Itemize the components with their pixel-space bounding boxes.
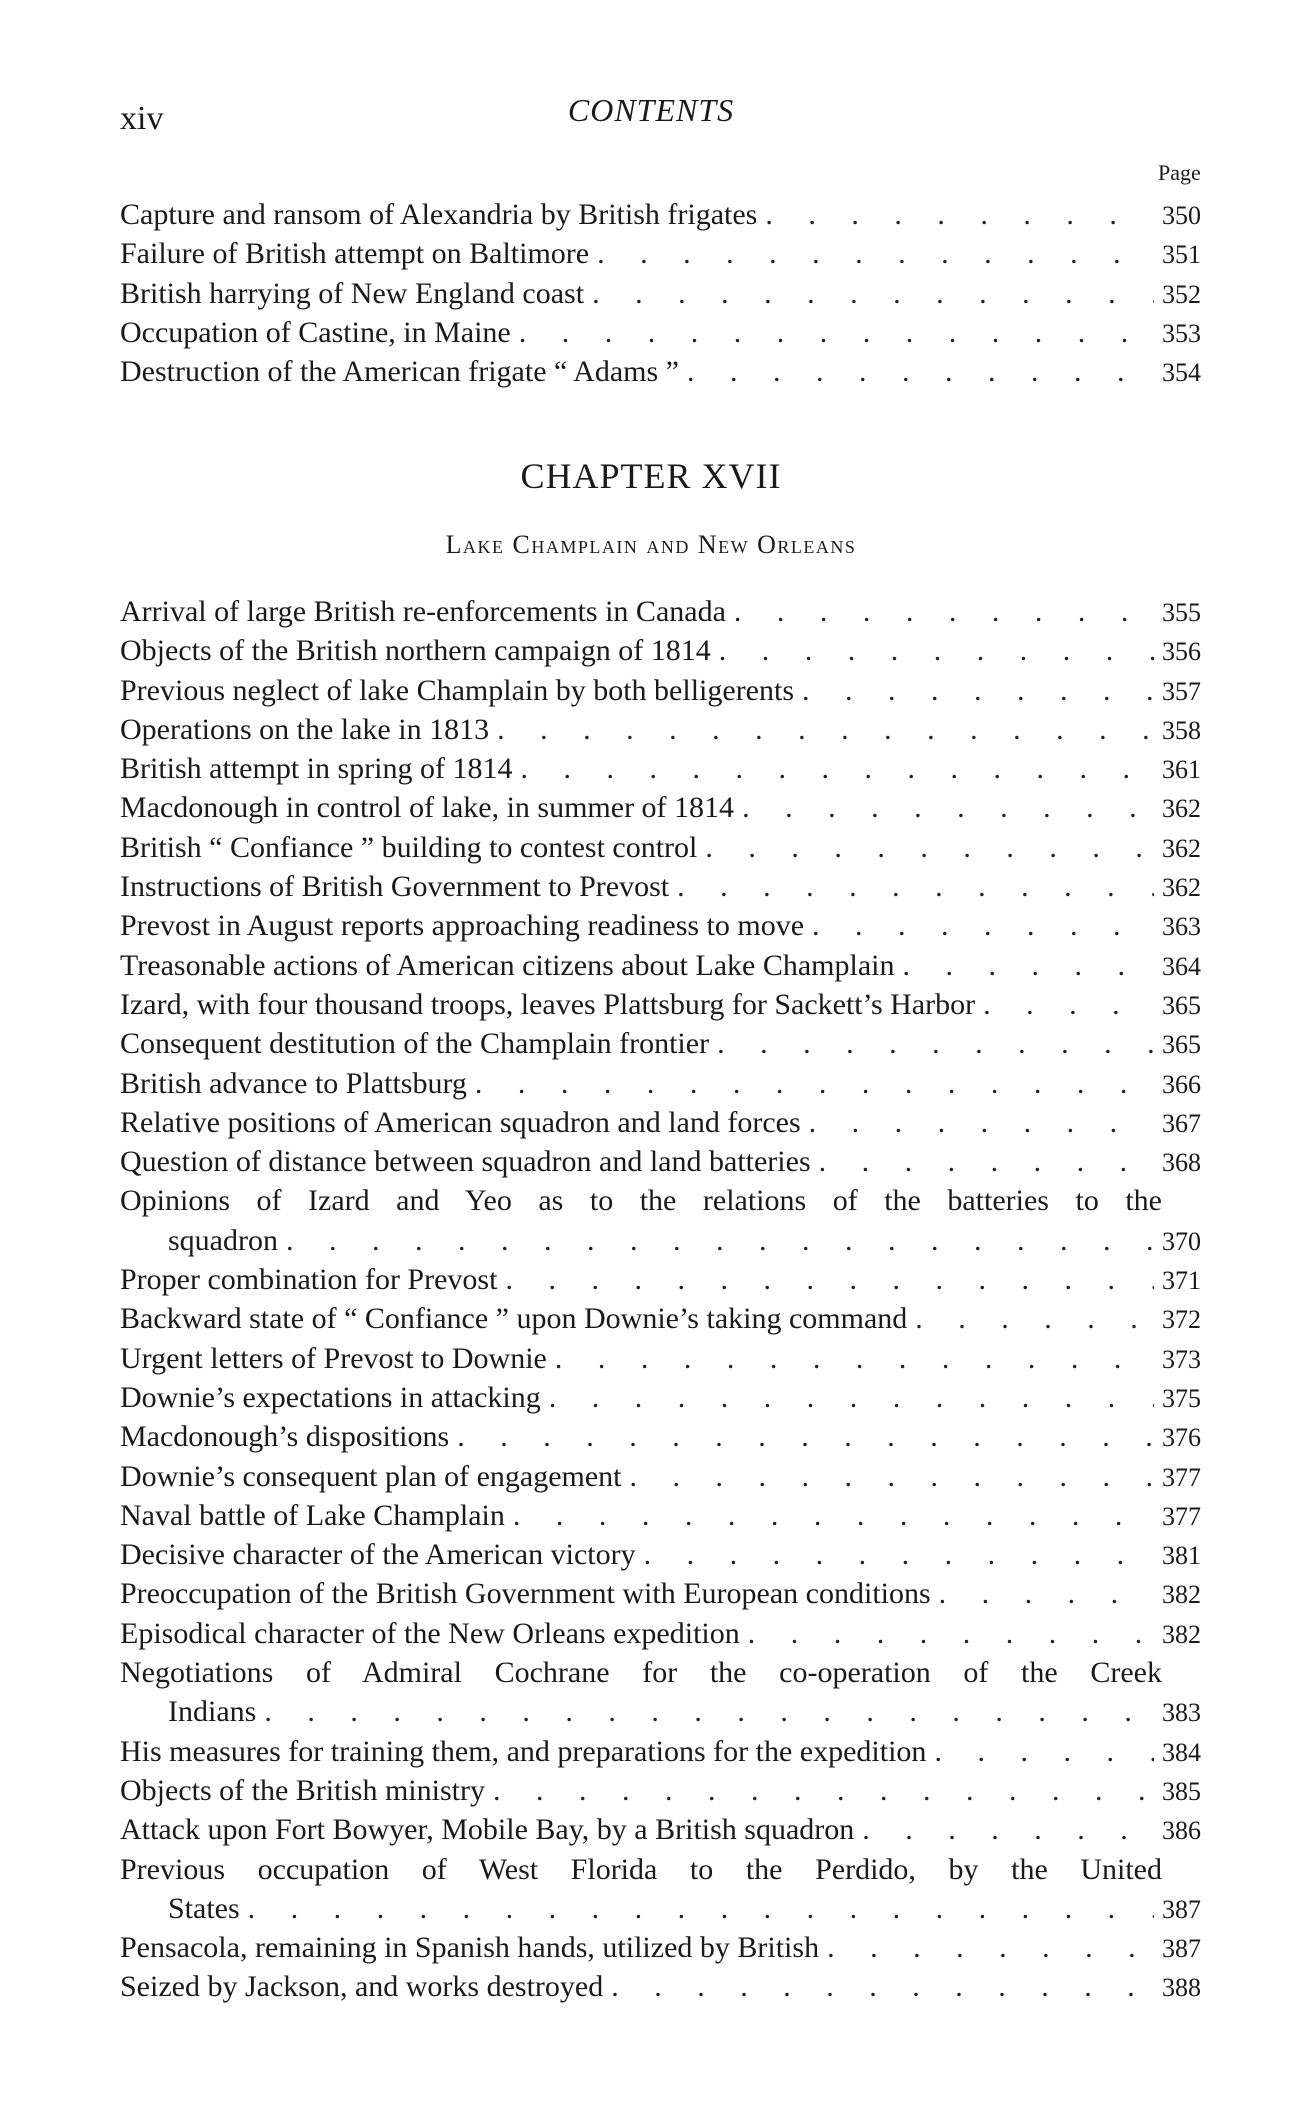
toc-entry (120, 1457, 1218, 1496)
dot-leader (520, 749, 1154, 788)
entry-title: Macdonough’s dispositions (120, 1420, 450, 1454)
toc-entry (120, 631, 1218, 670)
entry-title: Previous neglect of lake Champlain by both belligerents (120, 673, 795, 707)
entry-title: Opinions of Izard and Yeo as to the relations of the batteries to the (120, 1184, 1162, 1218)
entry-title-continuation: States (168, 1891, 240, 1925)
page-number: 387 (1162, 1934, 1201, 1964)
toc-entry (120, 828, 1218, 867)
entry-title: Instructions of British Government to Prevost (120, 870, 670, 904)
dot-leader (719, 631, 1154, 670)
entry-row (120, 749, 1218, 788)
entry-title: British “ Confiance ” building to contest control (120, 830, 698, 864)
toc-entry (120, 1732, 1218, 1771)
dot-leader (248, 1889, 1154, 1928)
entry-title: Question of distance between squadron and land batteries (120, 1145, 811, 1179)
dot-leader (264, 1692, 1154, 1731)
toc-entry (120, 592, 1218, 631)
entry-title: Occupation of Castine, in Maine (120, 315, 511, 349)
entry-row (120, 195, 1218, 234)
entry-row (120, 234, 1218, 273)
toc-entry (120, 1260, 1218, 1299)
toc-entry (120, 1653, 1218, 1732)
toc-entry (120, 1142, 1218, 1181)
entry-title: Downie’s expectations in attacking (120, 1380, 541, 1414)
entry-row (120, 1103, 1218, 1142)
chapter-subtitle: Lake Champlain and New Orleans (445, 530, 857, 559)
toc-entry (120, 352, 1218, 391)
page-number: 357 (1162, 676, 1201, 706)
contents-list-section1 (120, 195, 1218, 391)
page-number: 377 (1162, 1462, 1201, 1492)
dot-leader (939, 1574, 1154, 1613)
entry-row (120, 1339, 1218, 1378)
entry-title: Macdonough in control of lake, in summer of 1814 (120, 791, 735, 825)
dot-leader (687, 352, 1154, 391)
entry-title: Objects of the British ministry (120, 1773, 485, 1807)
page-number: 356 (1162, 637, 1201, 667)
dot-leader (555, 1339, 1154, 1378)
entry-title: Prevost in August reports approaching readiness to move (120, 909, 805, 943)
running-title: CONTENTS (567, 92, 735, 128)
dot-leader (934, 1732, 1154, 1771)
entry-title: Objects of the British northern campaign of 1814 (120, 634, 711, 668)
entry-title: Relative positions of American squadron and land forces (120, 1105, 801, 1139)
page-number: 361 (1162, 755, 1201, 785)
entry-row (120, 1810, 1218, 1849)
toc-entry (120, 1810, 1218, 1849)
entry-title: Seized by Jackson, and works destroyed (120, 1970, 604, 2004)
toc-entry (120, 195, 1218, 234)
toc-entry (120, 946, 1218, 985)
entry-row (120, 1771, 1218, 1810)
entry-row (120, 1024, 1218, 1063)
dot-leader (862, 1810, 1154, 1849)
page-column-label: Page (1158, 160, 1201, 185)
entry-row (120, 1574, 1218, 1613)
contents-list-section2 (120, 592, 1218, 2007)
page-number: 355 (1162, 598, 1201, 627)
entry-title: Preoccupation of the British Government with European conditions (120, 1577, 931, 1611)
entry-row (120, 1928, 1218, 1967)
entry-title: Negotiations of Admiral Cochrane for the co-operation of the Creek (120, 1656, 1162, 1690)
dot-leader (717, 1024, 1154, 1063)
dot-leader (549, 1378, 1154, 1417)
entry-title: Treasonable actions of American citizens about Lake Champlain (120, 948, 895, 982)
page-number: 363 (1162, 912, 1201, 942)
dot-leader (592, 274, 1154, 313)
toc-entry (120, 1181, 1218, 1260)
entry-title: Capture and ransom of Alexandria by British frigates (120, 198, 758, 231)
dot-leader (611, 1967, 1154, 2006)
entry-title: Previous occupation of West Florida to the Perdido, by the United (120, 1852, 1162, 1886)
page-number: 386 (1162, 1816, 1201, 1846)
dot-leader (734, 592, 1154, 631)
toc-entry (120, 1496, 1218, 1535)
page-number: 352 (1162, 279, 1201, 309)
dot-leader (812, 906, 1154, 945)
entry-row (120, 985, 1218, 1024)
page-number: 351 (1162, 240, 1201, 270)
page-number: 375 (1162, 1383, 1201, 1413)
dot-leader (493, 1771, 1154, 1810)
dot-leader (457, 1417, 1154, 1456)
dot-leader (677, 867, 1154, 906)
page-number: 387 (1162, 1894, 1201, 1924)
toc-entry (120, 1614, 1218, 1653)
dot-leader (802, 671, 1154, 710)
dot-leader (915, 1299, 1154, 1338)
entry-continuation-row (120, 1221, 1218, 1260)
toc-entry (120, 1103, 1218, 1142)
toc-entry (120, 234, 1218, 273)
entry-row (120, 906, 1218, 945)
entry-continuation-row (120, 1889, 1218, 1928)
entry-row (120, 1614, 1218, 1653)
page-number: 383 (1162, 1698, 1201, 1728)
page-number: 365 (1162, 990, 1201, 1020)
entry-row (120, 1496, 1218, 1535)
page-number: 388 (1162, 1973, 1201, 2003)
page-number: 353 (1162, 318, 1201, 348)
page-number: 367 (1162, 1108, 1201, 1138)
dot-leader (597, 234, 1154, 273)
dot-leader (742, 788, 1154, 827)
entry-row (120, 828, 1218, 867)
entry-row (120, 1378, 1218, 1417)
entry-row (120, 710, 1218, 749)
dot-leader (705, 828, 1154, 867)
page-number: 350 (1162, 201, 1201, 230)
toc-entry (120, 906, 1218, 945)
entry-row (120, 1142, 1218, 1181)
dot-leader (827, 1928, 1154, 1967)
entry-title: Urgent letters of Prevost to Downie (120, 1341, 547, 1375)
dot-leader (505, 1260, 1154, 1299)
page-number: 368 (1162, 1148, 1201, 1178)
entry-title: Downie’s consequent plan of engagement (120, 1459, 622, 1493)
entry-row (120, 313, 1218, 352)
dot-leader (809, 1103, 1154, 1142)
dot-leader (475, 1064, 1154, 1103)
page-number: 364 (1162, 951, 1201, 981)
toc-entry (120, 867, 1218, 906)
toc-entry (120, 1574, 1218, 1613)
entry-title: His measures for training them, and preparations for the expedition (120, 1734, 927, 1768)
entry-row (120, 867, 1218, 906)
page-number: 365 (1162, 1030, 1201, 1060)
toc-entry (120, 1024, 1218, 1063)
entry-title: Pensacola, remaining in Spanish hands, utilized by British (120, 1931, 820, 1965)
dot-leader (903, 946, 1155, 985)
page-number: 362 (1162, 873, 1201, 903)
toc-entry (120, 1417, 1218, 1456)
toc-entry (120, 1771, 1218, 1810)
page-number: 385 (1162, 1776, 1201, 1806)
entry-row (120, 671, 1218, 710)
entry-title: Consequent destitution of the Champlain frontier (120, 1027, 710, 1061)
toc-entry (120, 671, 1218, 710)
page-folio: xiv (120, 100, 164, 137)
toc-entry (120, 710, 1218, 749)
entry-row (120, 1732, 1218, 1771)
page-number: 382 (1162, 1580, 1201, 1610)
page-number: 358 (1162, 715, 1201, 745)
entry-row (120, 1064, 1218, 1103)
entry-row (120, 1535, 1218, 1574)
toc-entry (120, 1850, 1218, 1929)
page-number: 381 (1162, 1541, 1201, 1571)
entry-title-continuation: squadron (168, 1223, 278, 1257)
toc-entry (120, 1339, 1218, 1378)
page-number: 382 (1162, 1619, 1201, 1649)
entry-title: Backward state of “ Confiance ” upon Downie’s taking command (120, 1302, 908, 1336)
entry-row (120, 1299, 1218, 1338)
entry-row (120, 1417, 1218, 1456)
entry-title: Arrival of large British re-enforcements in Canada (120, 595, 726, 628)
toc-entry (120, 313, 1218, 352)
dot-leader (644, 1535, 1154, 1574)
dot-leader (513, 1496, 1154, 1535)
entry-row (120, 274, 1218, 313)
entry-title: Destruction of the American frigate “ Adams ” (120, 355, 679, 389)
toc-entry (120, 1928, 1218, 1967)
entry-title: Operations on the lake in 1813 (120, 712, 490, 746)
page-number: 373 (1162, 1344, 1201, 1374)
page-number: 376 (1162, 1423, 1201, 1453)
entry-title: British advance to Plattsburg (120, 1066, 467, 1100)
entry-row (120, 946, 1218, 985)
page-number: 384 (1162, 1737, 1201, 1767)
toc-entry (120, 1064, 1218, 1103)
entry-title: British attempt in spring of 1814 (120, 752, 513, 786)
entry-row (120, 1457, 1218, 1496)
entry-row (120, 1967, 1218, 2006)
entry-row (120, 592, 1218, 631)
entry-row (120, 1260, 1218, 1299)
entry-title: Naval battle of Lake Champlain (120, 1498, 505, 1532)
page-number: 377 (1162, 1501, 1201, 1531)
dot-leader (286, 1221, 1154, 1260)
toc-entry (120, 274, 1218, 313)
page-number: 362 (1162, 833, 1201, 863)
toc-entry (120, 1967, 1218, 2006)
dot-leader (630, 1457, 1154, 1496)
entry-row (120, 631, 1218, 670)
toc-entry (120, 788, 1218, 827)
page-number: 372 (1162, 1305, 1201, 1335)
toc-entry (120, 1378, 1218, 1417)
entry-row (120, 352, 1218, 391)
chapter-title: CHAPTER XVII (520, 456, 782, 496)
toc-entry (120, 1299, 1218, 1338)
entry-title: Episodical character of the New Orleans expedition (120, 1616, 740, 1650)
page-number: 366 (1162, 1069, 1201, 1099)
page-number: 362 (1162, 794, 1201, 824)
toc-entry (120, 985, 1218, 1024)
entry-continuation-row (120, 1692, 1218, 1731)
dot-leader (819, 1142, 1154, 1181)
toc-entry (120, 749, 1218, 788)
dot-leader (519, 313, 1154, 352)
toc-entry (120, 1535, 1218, 1574)
dot-leader (765, 195, 1154, 234)
entry-title: Attack upon Fort Bowyer, Mobile Bay, by a British squadron (120, 1813, 855, 1847)
entry-title: Failure of British attempt on Baltimore (120, 237, 590, 271)
dot-leader (497, 710, 1154, 749)
entry-title: Decisive character of the American victory (120, 1538, 636, 1572)
page-number: 370 (1162, 1226, 1201, 1256)
entry-title: British harrying of New England coast (120, 276, 585, 310)
dot-leader (983, 985, 1154, 1024)
entry-title: Proper combination for Prevost (120, 1263, 498, 1297)
page-number: 371 (1162, 1266, 1201, 1296)
page-number: 354 (1162, 358, 1201, 388)
dot-leader (748, 1614, 1154, 1653)
entry-row (120, 788, 1218, 827)
entry-title-continuation: Indians (168, 1695, 257, 1729)
entry-title: Izard, with four thousand troops, leaves Plattsburg for Sackett’s Harbor (120, 987, 976, 1021)
